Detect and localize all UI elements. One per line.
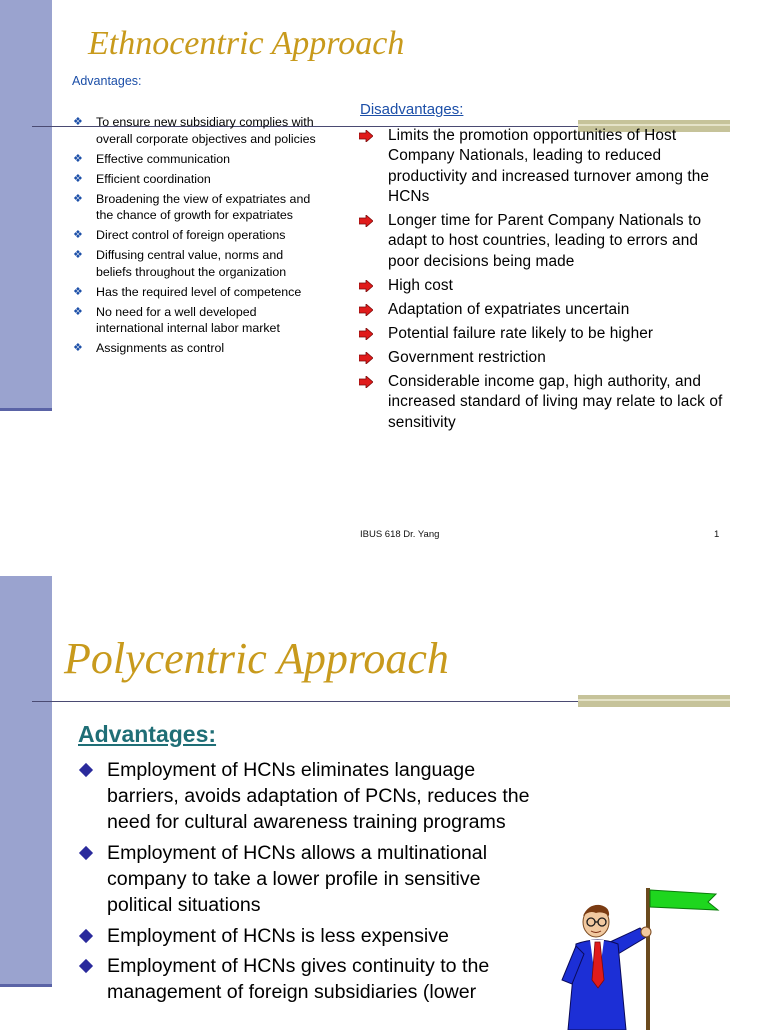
diamond-bullet-icon: ❖ [73,116,83,128]
list-item [78,953,548,1005]
list-item-text: Broadening the view of expatriates and the chance of growth for expatriates [96,191,311,222]
advantages-heading-2: Advantages: [78,721,217,747]
list-item [72,284,322,301]
list-item [72,304,322,337]
slide-title: Ethnocentric Approach [88,25,405,62]
list-item-text: Considerable income gap, high authority, and increased standard of living may relate to lack of sensitivity [388,373,723,431]
list-item [358,300,728,320]
slide-gap [0,560,768,576]
slide-title-2: Polycentric Approach [64,634,449,683]
list-item-text: Employment of HCNs eliminates language barriers, avoids adaptation of PCNs, reduces the need for cultural awareness training programs [107,759,530,834]
red-arrow-icon [359,215,373,227]
advantages-heading: Advantages: [72,74,142,88]
list-item [358,348,728,368]
list-item-text: Government restriction [388,348,546,366]
list-item [78,757,548,835]
list-item [72,191,322,224]
list-item [358,372,728,433]
list-item [72,151,322,168]
solid-diamond-icon [79,846,93,860]
list-item-text: Limits the promotion opportunities of Host Company Nationals, leading to reduced productivity and increased turnover among the HCNs [388,127,710,205]
diamond-bullet-icon: ❖ [73,229,83,241]
list-item-text: No need for a well developed international internal labor market [96,304,280,335]
list-item [358,324,728,344]
solid-diamond-icon [79,959,93,973]
list-item-text: High cost [388,276,454,294]
solid-diamond-icon [79,928,93,942]
list-item [72,171,322,188]
list-item [358,276,728,296]
diamond-bullet-icon: ❖ [73,192,83,205]
diamond-bullet-icon: ❖ [73,152,83,165]
list-item-text: Diffusing central value, norms and beliefs throughout the organization [96,248,287,279]
tan-accent-bar [578,695,730,707]
list-item [358,211,728,272]
list-item [78,840,548,918]
diamond-bullet-icon: ❖ [73,305,83,318]
disadvantages-heading: Disadvantages: [360,101,464,118]
list-item [78,923,548,949]
red-arrow-icon [359,130,373,142]
diamond-bullet-icon: ❖ [73,342,83,354]
advantages-list [72,114,322,360]
list-item-text: Direct control of foreign operations [96,228,286,242]
list-item-text: To ensure new subsidiary complies with overall corporate objectives and policies [96,115,316,146]
diamond-bullet-icon: ❖ [73,249,83,261]
list-item [72,340,322,357]
footer-text: IBUS 618 Dr. Yang [360,529,440,540]
red-arrow-icon [359,352,373,364]
red-arrow-icon [359,328,373,340]
list-item-text: Longer time for Parent Company Nationals to adapt to host countries, leading to errors and poor decisions being made [388,211,702,270]
solid-diamond-icon [79,763,93,777]
red-arrow-icon [359,304,373,316]
left-bar-rule [0,408,52,411]
list-item [72,114,322,147]
flag-pole [646,888,650,1030]
list-item-text: Potential failure rate likely to be higher [388,324,654,342]
businessman-with-flag-clipart [548,880,738,1030]
list-item-text: Employment of HCNs is less expensive [107,924,449,947]
advantages-list-2 [78,757,548,1010]
green-flag-icon [650,890,718,910]
diamond-bullet-icon: ❖ [73,285,83,298]
list-item-text: Efficient coordination [96,171,211,186]
list-item-text: Employment of HCNs allows a multinational company to take a lower profile in sensitive political situations [107,841,488,916]
list-item [358,126,728,207]
list-item-text: Effective communication [96,151,231,166]
left-accent-bar [0,0,52,408]
disadvantages-list [358,126,728,437]
red-arrow-icon [359,376,373,388]
list-item-text: Has the required level of competence [96,284,302,299]
left-accent-bar [0,576,52,984]
diamond-bullet-icon: ❖ [73,172,83,185]
list-item-text: Employment of HCNs gives continuity to the management of foreign subsidiaries (lower [107,955,490,1004]
left-bar-rule [0,984,52,987]
list-item [72,247,322,280]
red-arrow-icon [359,280,373,292]
page-number: 1 [714,529,720,540]
list-item [72,227,322,244]
title-rule [32,701,578,702]
list-item-text: Assignments as control [96,341,225,355]
list-item-text: Adaptation of expatriates uncertain [388,300,630,318]
